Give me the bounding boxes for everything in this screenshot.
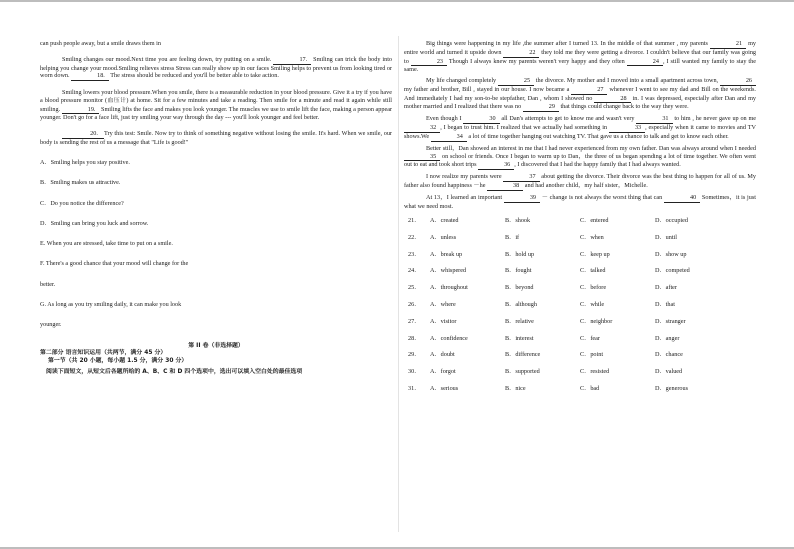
option-d: D．Smiling can bring you luck and sorrow. [40,219,149,227]
blank-27[interactable]: 27 [571,86,607,95]
question-number: 21． [408,216,421,224]
part-heading: 第二部分 语言知识运用（共两节，满分 45 分） [40,350,167,357]
answer-row [404,364,756,381]
choice-d[interactable]: D．show up [655,250,687,258]
passage-text: the divorce. My mother and I moved into a small apartment across town, [534,77,720,85]
blank-35[interactable]: 35 [404,153,440,162]
choice-d[interactable]: D．anger [655,334,680,342]
choice-d[interactable]: D．after [655,284,677,292]
question-number: 28． [408,334,421,342]
choice-d[interactable]: D．competed [655,267,690,275]
blank-25[interactable]: 25 [498,77,534,86]
passage-text: Even though I [426,115,464,123]
choice-b[interactable]: B．if [505,233,520,241]
blank-23[interactable]: 23 [411,58,447,67]
choice-c[interactable]: C．bad [580,384,600,392]
choice-a[interactable]: A．unless [430,233,457,241]
choice-d[interactable]: D．stranger [655,317,686,325]
column-divider [398,36,399,532]
answer-row [404,229,756,246]
answer-row [404,263,756,280]
passage-paragraph [404,173,756,191]
choice-c[interactable]: C．point [580,351,604,359]
passage-text: about getting the divorce. Their divorce was the best thing to happen for all of us. My father also found happiness －he [404,173,756,189]
option-list [40,159,392,329]
left-paragraph-4: 20. Try this test: Smile. Now try to think of something negative without losing the smile. It's hard. When we smile, our body is sending the rest of us a message that "Life is good!" [40,130,392,146]
question-number: 22． [408,233,421,241]
answer-row [404,380,756,397]
choice-b[interactable]: B．supported [505,368,540,376]
option-g: G. As long as you try smiling daily, it can make you look [40,300,182,308]
choice-b[interactable]: B．difference [505,351,541,359]
choice-c[interactable]: C．fear [580,334,600,342]
choice-d[interactable]: D．chance [655,351,683,359]
passage-text: , I began to trust him. I realized that we actually had something in [440,124,609,132]
blank-20[interactable]: 20. [62,130,104,139]
blank-40[interactable]: 40 [664,194,700,203]
left-paragraph-3: Smiling lowers your blood pressure.When you smile, there is a measurable reduction in your blood pressure. Give it a try if you have a blood pressure monitor (血压计) at home. Sit for a few minutes and take a reading. Then smile for a minute and read it again while still smiling. 19. Smiling lifts the face and makes you look younger. The muscles we use to smile lift the face, making a person appear younger. Don't go for a face lift, just try smiling your way through the day --- you'll look younger and feel better. [40,89,392,122]
blank-18[interactable]: 18. [71,72,109,81]
page-top-border [0,0,794,2]
cloze-passage [404,40,756,210]
passage-text: all Dan's attempts to get to know me and wasn't very [499,115,637,123]
passage-text: a lot of time together hanging out watching TV. That gave us a chance to talk and get to know each other. [466,132,729,140]
answer-row [404,313,756,330]
passage-text: in. I was depressed, especially after Dan and my mother married and I realized that there was no [404,94,756,111]
blank-19[interactable]: 19. [62,106,100,115]
passage-text: My life changed completely [426,77,498,85]
choice-d[interactable]: D．occupied [655,216,688,224]
passage-text: my entire world and turned it upside down [404,40,756,56]
passage-text: my father and brother, Bill , stayed in our house. I now became a [404,85,572,93]
blank-33[interactable]: 33 [609,124,645,133]
choice-d[interactable]: D．valued [655,368,683,376]
passage-text: － change is not always the worst thing that can [540,193,664,201]
passage-text: , I still wanted my family to stay the same. [404,57,756,74]
blank-38[interactable]: 38 [487,182,523,191]
choice-a[interactable]: A．created [430,216,459,224]
answer-row [404,347,756,364]
blank-21[interactable]: 21 [710,40,746,49]
choice-a[interactable]: A．throughout [430,284,468,292]
choice-a[interactable]: A．serious [430,384,459,392]
question-number: 27． [408,317,421,325]
blank-32[interactable]: 32 [404,124,440,133]
passage-paragraph [404,77,756,112]
choice-c[interactable]: C．before [580,284,607,292]
answer-row [404,330,756,347]
choice-a[interactable]: A．forgot [430,368,456,376]
choice-b[interactable]: B．fought [505,267,532,275]
question-number: 29． [408,351,421,359]
choice-a[interactable]: A．whispered [430,267,467,275]
blank-37[interactable]: 37 [503,173,539,182]
blank-29[interactable]: 29 [523,103,559,112]
choice-b[interactable]: B．relative [505,317,534,325]
question-number: 31． [408,384,421,392]
choice-c[interactable]: C．entered [580,216,609,224]
choice-c[interactable]: C．when [580,233,604,241]
choice-a[interactable]: A．where [430,300,456,308]
answer-row [404,296,756,313]
section-title: 第 II 卷（非选择题） [188,342,244,349]
passage-text: , especially when it came to movies and TV shows.We [404,124,756,140]
blank-31[interactable]: 31 [636,115,672,124]
passage-text: whenever I went to see my dad and Bill on the weekends. And immediately I had my son-to-be stepfather, Dan , whom I showed no [404,85,756,102]
choice-b[interactable]: B．although [505,300,537,308]
choice-b[interactable]: B．shook [505,216,531,224]
section-heading: 第一节（共 20 小题，每小题 1.5 分，满分 30 分） [48,357,188,364]
question-number: 25． [408,284,421,292]
blank-36[interactable]: 36 [478,161,514,170]
passage-text: Big things were happening in my life ,the summer after I turned 13. In the middle of that summer , my parents [426,40,710,47]
choice-a[interactable]: A．confidence [430,334,468,342]
answer-row [404,212,756,229]
passage-text: , I discovered that I had the happy family that I had always wanted. [514,161,681,169]
question-number: 23． [408,250,421,258]
left-paragraph-2: Smiling changes our mood.Next time you are feeling down, try putting on a smile. 17. Smiling can trick the body into helping you change your mood.Smiling relieves stress Stress can really show up in our faces Smiling helps to prevent us from looking tired or worn down. 18. The stress should be reduced and you'll be better able to take action. [40,55,392,80]
left-column [40,40,392,530]
passage-text: Though I always knew my parents weren't very happy and they often [447,57,627,65]
option-a: A．Smiling helps you stay positive. [40,159,130,167]
option-b: B．Smiling makes us attractive. [40,179,121,187]
passage-paragraph [404,145,756,170]
choice-b[interactable]: B．interest [505,334,534,342]
left-paragraph-1: can push people away, but a smile draws them in [40,40,161,47]
blank-28[interactable]: 28 [594,95,630,104]
blank-24[interactable]: 24 [627,58,663,67]
passage-paragraph [404,40,756,74]
blank-17[interactable]: 17. [273,56,311,65]
choice-c[interactable]: C．neighbor [580,317,613,325]
option-e: E. When you are stressed, take time to put on a smile. [40,240,173,248]
passage-text: I now realize my parents were [426,173,504,181]
choice-b[interactable]: B．hold up [505,250,535,258]
question-number: 26． [408,300,421,308]
instruction-text: 阅读下面短文，从短文后各题所给的 A、B、C 和 D 四个选项中，选出可以填入空白处的最佳选项 [46,369,303,376]
choice-c[interactable]: C．resisted [580,368,610,376]
passage-text: that things could change back to the way they were. [558,103,689,111]
answer-row [404,246,756,263]
choice-a[interactable]: A．visitor [430,317,457,325]
option-f-cont: better. [40,280,56,288]
passage-text: they told me they were getting a divorce. I couldn't believe that our family was going to [404,48,756,65]
blank-39[interactable]: 39 [504,194,540,203]
answer-options [404,212,756,397]
blank-26[interactable]: 26 [720,77,756,86]
option-c: C．Do you notice the difference? [40,199,124,207]
blank-30[interactable]: 30 [463,115,499,124]
passage-text: on school or friends. Once I began to warm up to Dan，the three of us began spending a lot of time together. We often went out to eat and took short trips [404,152,756,169]
passage-text: Better still，Dan showed an interest in me that I had never experienced from my own father. Dan was always around when I needed [426,144,756,152]
passage-text: to him , he never gave up on me [672,115,756,123]
passage-paragraph [404,115,756,141]
passage-text: and had another child，my half sister，Michelle. [523,182,648,189]
choice-c[interactable]: C．talked [580,267,606,275]
question-number: 24． [408,267,421,275]
choice-a[interactable]: A．break up [430,250,463,258]
choice-d[interactable]: D．until [655,233,678,241]
choice-b[interactable]: B．beyond [505,284,534,292]
option-f: F. There's a good chance that your mood will change for the [40,260,189,268]
blank-22[interactable]: 22 [503,49,539,58]
choice-a[interactable]: A．doubt [430,351,455,359]
choice-c[interactable]: C．while [580,300,605,308]
answer-row [404,280,756,297]
choice-c[interactable]: C．keep up [580,250,610,258]
passage-text: At 13，I learned an important [426,193,504,201]
right-column [404,40,756,540]
choice-d[interactable]: D．that [655,300,675,308]
option-g-cont: younger. [40,321,62,329]
choice-d[interactable]: D．generous [655,384,688,392]
passage-paragraph [404,194,756,211]
blank-34[interactable]: 34 [431,133,467,142]
passage-text: Sometimes，it is just what we need most. [404,193,756,210]
choice-b[interactable]: B．nice [505,384,526,392]
question-number: 30． [408,368,421,376]
